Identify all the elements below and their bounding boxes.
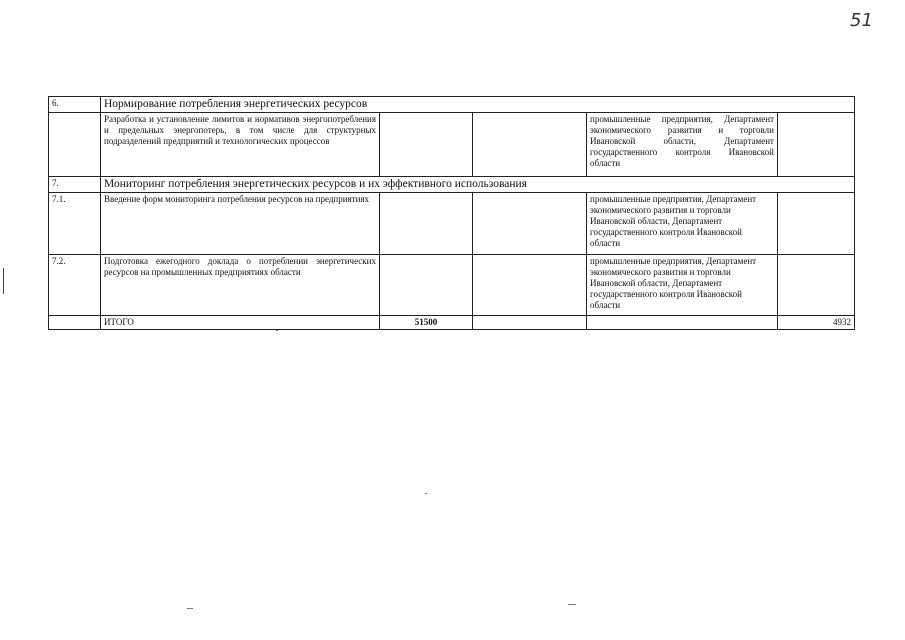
total-row (49, 316, 855, 330)
scan-speck (425, 493, 427, 494)
executors-cell: промышленные предприятия, Департамент экономического развития и торговли Ивановской области, Департамент государственного контроля Ивановской области (587, 113, 778, 177)
empty-cell (473, 193, 587, 255)
table-row (49, 113, 855, 177)
section-number: 6. (49, 97, 101, 113)
section-header-row (49, 97, 855, 113)
plan-table (48, 96, 855, 330)
total-label: ИТОГО (101, 316, 380, 330)
empty-cell (49, 316, 101, 330)
empty-cell (473, 316, 587, 330)
page-number: 51 (850, 10, 873, 31)
table-row (49, 255, 855, 316)
section-title: Нормирование потребления энергетических ресурсов (101, 97, 855, 113)
empty-cell (778, 113, 855, 177)
empty-cell (473, 255, 587, 316)
row-number: 7.2. (49, 255, 101, 316)
empty-cell (778, 255, 855, 316)
total-amount: 51500 (380, 316, 473, 330)
scan-speck (187, 608, 193, 609)
scan-mark (3, 268, 4, 294)
total-last-value: 4932 (778, 316, 855, 330)
task-cell: Введение форм мониторинга потребления ресурсов на предприятиях (101, 193, 380, 255)
empty-cell (380, 113, 473, 177)
task-cell: Подготовка ежегодного доклада о потреблении энергетических ресурсов на промышленных предприятиях области (101, 255, 380, 316)
task-cell: Разработка и установление лимитов и нормативов энергопотребления и предельных энергопотерь, в том числе для структурных подразделений предприятий и технологических процессов (101, 113, 380, 177)
section-title: Мониторинг потребления энергетических ресурсов и их эффективного использования (101, 177, 855, 193)
scan-speck (568, 604, 576, 605)
empty-cell (473, 113, 587, 177)
section-number: 7. (49, 177, 101, 193)
table-row (49, 193, 855, 255)
empty-cell (380, 255, 473, 316)
executors-cell: промышленные предприятия, Департамент экономического развития и торговли Ивановской области, Департамент государственного контроля Ивановской области (587, 193, 778, 255)
empty-cell (587, 316, 778, 330)
executors-cell: промышленные предприятия, Департамент экономического развития и торговли Ивановской области, Департамент государственного контроля Ивановской области (587, 255, 778, 316)
section-header-row (49, 177, 855, 193)
empty-cell (778, 193, 855, 255)
row-number: 7.1. (49, 193, 101, 255)
empty-cell (380, 193, 473, 255)
scan-speck (276, 330, 278, 331)
row-number (49, 113, 101, 177)
